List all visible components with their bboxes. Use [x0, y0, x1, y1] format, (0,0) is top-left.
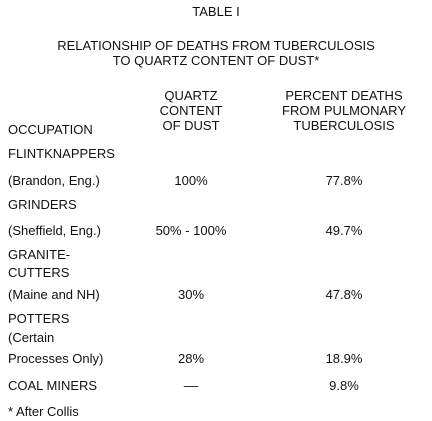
quartz-value: 30%: [177, 287, 205, 302]
occupation-detail: (Certain: [8, 330, 55, 345]
percent-value: 9.8%: [329, 378, 359, 393]
occupation-name: POTTERS: [8, 311, 70, 326]
quartz-value: ––: [183, 378, 199, 393]
table-title-line: TO QUARTZ CONTENT OF DUST*: [112, 53, 320, 68]
percent-value: 18.9%: [325, 351, 363, 366]
column-header-line: OF DUST: [162, 118, 220, 133]
column-header-percent: [256, 88, 432, 133]
occupation-name: CUTTERS: [8, 265, 70, 280]
percent-value: 49.7%: [325, 223, 363, 238]
occupation-name: FLINTKNAPPERS: [8, 146, 115, 161]
column-header-line: TUBERCULOSIS: [293, 118, 395, 133]
occupation-name: GRANITE-: [8, 247, 71, 262]
column-header-line: CONTENT: [159, 103, 223, 118]
quartz-value: 100%: [174, 173, 208, 188]
quartz-value: 50% - 100%: [155, 223, 227, 238]
table-label: TABLE I: [192, 4, 240, 19]
occupation-detail: (Sheffield, Eng.): [8, 223, 101, 238]
occupation-name: COAL MINERS: [8, 378, 98, 393]
occupation-detail: Processes Only): [8, 351, 104, 366]
footnote: * After Collis: [8, 404, 79, 419]
column-header-line: FROM PULMONARY: [282, 103, 406, 118]
percent-value: 77.8%: [325, 173, 363, 188]
occupation-detail: (Brandon, Eng.): [8, 173, 100, 188]
column-header-line: QUARTZ: [164, 88, 218, 103]
occupation-name: GRINDERS: [8, 197, 77, 212]
percent-value: 47.8%: [325, 287, 363, 302]
table-title-line: RELATIONSHIP OF DEATHS FROM TUBERCULOSIS: [57, 38, 375, 53]
table-title: [0, 38, 432, 68]
occupation-detail: (Maine and NH): [8, 287, 100, 302]
column-header-quartz: [126, 88, 256, 133]
column-header-occupation: OCCUPATION: [8, 122, 93, 137]
column-header-line: PERCENT DEATHS: [285, 88, 403, 103]
quartz-value: 28%: [177, 351, 205, 366]
